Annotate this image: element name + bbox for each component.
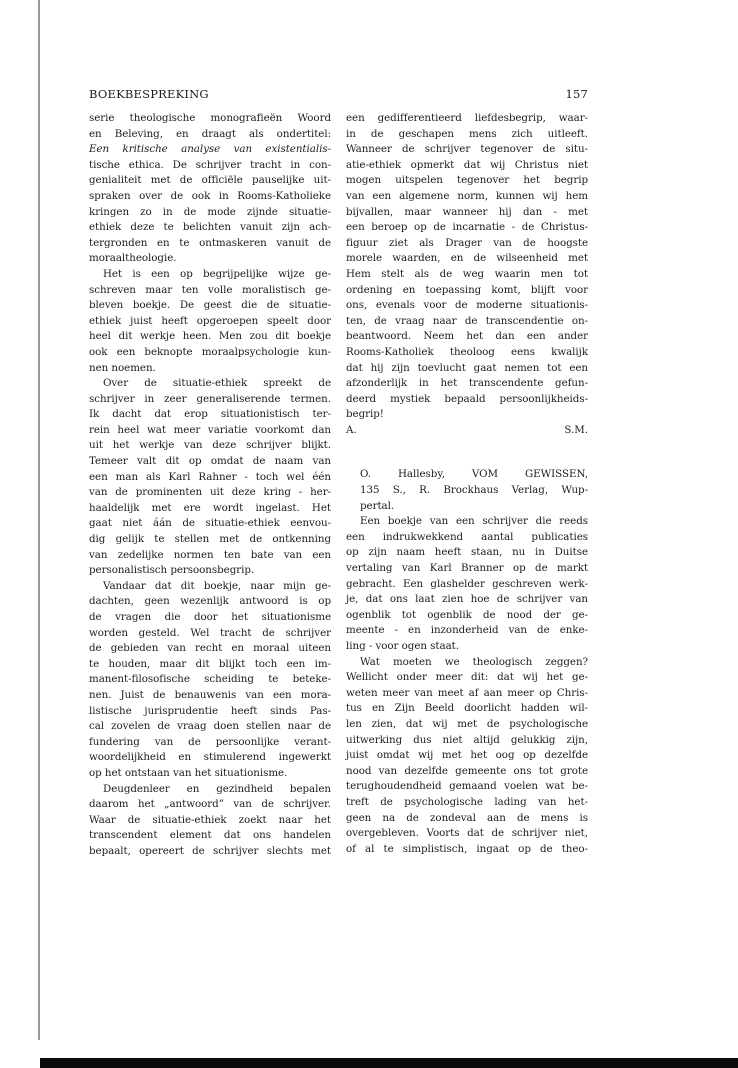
text-line: van zedelijke normen ten bate van een [89,548,331,561]
text-line: nood van dezelfde gemeente ons tot grote [346,764,588,777]
text-line: daarom het „antwoord” van de schrijver. [89,798,331,811]
page-edge-shadow [38,0,40,1040]
text-line: vertaling van Karl Branner op de markt [346,562,588,575]
text-line: van de prominenten uit deze kring - her- [89,486,331,499]
text-line: Wat moeten we theologisch zeggen? [360,655,588,668]
text-line: of al te simplistisch, ingaat op de theo- [346,842,588,855]
text-line: bleven boekje. De geest die de situatie- [89,299,331,312]
text-line: spraken over de ook in Rooms-Katholieke [89,189,331,202]
text-line: fundering van de persoonlijke verant- [89,735,331,748]
text-line: dat hij zijn toevlucht gaat nemen tot een [346,361,588,374]
text-line: worden gesteld. Wel tracht de schrijver [89,626,331,639]
text-line: ook een beknopte moraalpsychologie kun- [89,345,331,358]
text-line: dig gelijk te stellen met de ontkenning [89,533,331,546]
signature-initial: A. [346,423,357,436]
text-line: Over de situatie-ethiek spreekt de [103,377,331,390]
text-line: op zijn naam heeft staan, nu in Duitse [346,546,588,559]
text-line: manent-filosofische scheiding te beteke- [89,673,331,686]
section-gap [346,438,588,467]
text-line: bijvallen, maar wanneer hij dan - met [346,205,588,218]
text-line: transcendent element dat ons handelen [89,829,331,842]
text-line: en Beleving, en draagt als ondertitel: [89,127,331,140]
text-line: moraaltheologie. [89,252,177,265]
text-line: genialiteit met de officiële pauselijke uit- [89,174,331,187]
text-line: ons, evenals voor de moderne situationis- [346,299,588,312]
text-line: ethiek deze te belichten vanuit zijn ach- [89,221,331,234]
text-line: bepaalt, opereert de schrijver slechts met [89,844,331,857]
text-line: overgebleven. Voorts dat de schrijver niet, [346,827,588,840]
text-line: ogenblik tot ogenblik de nood der ge- [346,608,588,621]
text-line: treft de psychologische lading van het- [346,795,588,808]
text-line: personalistisch persoonsbegrip. [89,564,255,577]
running-title: BOEKBESPREKING [89,87,209,101]
text-line: in de geschapen mens zich uitleeft. [346,127,588,140]
text-line: geen na de zondeval aan de mens is [346,811,588,824]
text-line: listische jurisprudentie heeft sinds Pas- [89,704,331,717]
text-line: schrijver in zeer generaliserende termen. [89,392,331,405]
text-line: weten meer van meet af aan meer op Chris- [346,686,588,699]
text-line: woordelijkheid en stimulerend ingewerkt [89,751,331,764]
text-line: morele waarden, en de wilseenheid met [346,252,588,265]
text-line: beantwoord. Neem het dan een ander [346,330,588,343]
text-line: Wanneer de schrijver tegenover de situ- [346,143,588,156]
text-line: haaldelijk met ere wordt ingelast. Het [89,501,331,514]
text-line: meente - en inzonderheid van de enke- [346,624,588,637]
text-line: gaat niet áán de situatie-ethiek eenvou- [89,517,331,530]
signature-row [346,423,588,439]
text-line: nen. Juist de benauwenis van een mora- [89,688,331,701]
text-line: juist omdat wij met het oog op dezelfde [346,749,588,762]
text-line: figuur ziet als Drager van de hoogste [346,236,588,249]
text-line: uit het werkje van deze schrijver blijkt. [89,439,331,452]
text-line: een man als Karl Rahner - toch wel één [89,470,331,483]
text-line: Wellicht onder meer dit: dat wij het ge- [346,671,588,684]
text-line: afzonderlijk in het transcendente gefun- [346,377,588,390]
text-line: mogen uitspelen tegenover het begrip [346,174,588,187]
text-line: een gedifferentieerd liefdesbegrip, waar- [346,112,588,124]
text-line: de vragen die door het situationisme [89,611,331,623]
text-line: terughoudendheid gemaand voelen wat be- [346,780,588,793]
text-line: Vandaar dat dit boekje, naar mijn ge- [103,579,331,592]
text-line: heel dit werkje heen. Men zou dit boekje [89,330,331,343]
text-line: tus en Zijn Beeld doorlicht hadden wil- [346,702,588,715]
text-line: tische ethica. De schrijver tracht in con- [89,158,331,171]
text-line: ethiek juist heeft opgeroepen speelt door [89,314,331,327]
book-entry-line: pertal. [360,499,395,512]
text-line: Deugdenleer en gezindheid bepalen [103,782,331,795]
text-line: cal zovelen de vraag doen stellen naar de [89,720,331,733]
text-line: Temeer valt dit op omdat de naam van [89,455,331,468]
text-line: ten, de vraag naar de transcendentie on- [346,314,588,327]
text-line: Een kritische analyse van existentialis- [89,143,331,156]
text-line: Rooms-Katholiek theoloog eens kwalijk [346,345,588,358]
text-line: ling - voor ogen staat. [346,640,459,652]
text-line: atie-ethiek opmerkt dat wij Christus niet [346,158,588,171]
text-line: ordening en toepassing komt, blijft voor [346,283,588,296]
running-header [89,87,588,103]
signature-author: S.M. [564,423,588,436]
text-line: de gebieden van recht en moraal uiteen [89,642,331,655]
book-entry-line: 135 S., R. Brockhaus Verlag, Wup- [360,484,588,497]
text-line: dachten, geen wezenlijk antwoord is op [89,595,331,608]
text-line: nen noemen. [89,361,156,374]
text-line: je, dat ons laat zien hoe de schrijver van [346,593,588,606]
text-line: Waar de situatie-ethiek zoekt naar het [89,813,331,826]
right-column [346,111,588,857]
text-line: een indrukwekkend aantal publicaties [346,530,588,543]
text-line: deerd mystiek bepaald persoonlijkheids- [346,392,588,405]
text-line: Ik dacht dat erop situationistisch ter- [89,408,331,421]
page-number: 157 [565,87,588,101]
text-line: uitwerking dus niet altijd gelukkig zijn, [346,733,588,746]
text-line: van een algemene norm, kunnen wij hem [346,189,588,202]
text-line: schreven maar ten volle moralistisch ge- [89,283,331,296]
text-line: rein heel wat meer variatie voorkomt dan [89,423,331,436]
left-column [89,111,331,860]
text-line: een beroep op de incarnatie - de Christus- [346,221,588,234]
text-line: serie theologische monografieën Woord [89,112,331,124]
text-line: Een boekje van een schrijver die reeds [360,515,588,528]
text-line: te houden, maar dit blijkt toch een im- [89,657,331,670]
text-line: len zien, dat wij met de psychologische [346,717,588,730]
scan-bottom-border [40,1058,738,1068]
text-line: gebracht. Een glashelder geschreven werk- [346,577,588,590]
text-line: op het ontstaan van het situationisme. [89,766,288,779]
book-entry-line: O. Hallesby, VOM GEWISSEN, [360,468,588,481]
text-line: begrip! [346,408,384,421]
text-line: tergronden en te ontmaskeren vanuit de [89,236,331,249]
text-line: kringen zo in de mode zijnde situatie- [89,205,331,218]
text-line: Hem stelt als de weg waarin men tot [346,267,588,280]
text-line: Het is een op begrijpelijke wijze ge- [103,267,331,280]
